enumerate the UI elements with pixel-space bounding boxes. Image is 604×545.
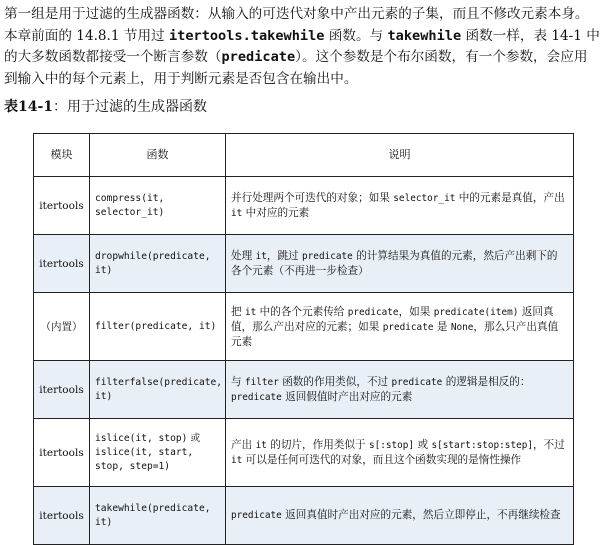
cell-module: （内置）	[34, 293, 90, 361]
inline-code: s[start:stop:step]	[431, 439, 534, 451]
cell-module: itertools	[34, 419, 90, 487]
cell-description	[226, 361, 574, 419]
cell-function: filterfalse(predicate, it)	[90, 361, 226, 419]
table-caption-label: 表14-1	[4, 99, 54, 115]
cell-module: itertools	[34, 235, 90, 293]
cell-module: itertools	[34, 487, 90, 545]
description-text: 的逻辑是相反的：	[442, 375, 531, 388]
description-text: 处理	[231, 250, 256, 262]
description-text: ，不过	[533, 438, 565, 451]
description-text: 或	[414, 438, 432, 451]
inline-code: predicate	[382, 321, 434, 333]
description-text: 与	[231, 375, 245, 388]
inline-code: filter	[244, 376, 279, 388]
cell-function	[90, 419, 226, 487]
inline-code: it	[244, 306, 257, 318]
table-caption-text: ：用于过滤的生成器函数	[53, 99, 208, 115]
intro-code-takewhile-full: itertools.takewhile	[168, 27, 325, 44]
cell-description	[226, 487, 574, 545]
table-header-row	[34, 134, 574, 177]
description-text: 把	[231, 305, 245, 318]
cell-function: takewhile(predicate, it)	[90, 487, 226, 545]
table-row	[34, 419, 574, 487]
filter-functions-table	[33, 133, 574, 545]
inline-code: it	[255, 251, 267, 262]
function-signature: islice(it, start, stop, step=1)	[95, 446, 194, 472]
intro-text-1: 第一组是用于过滤的生成器函数：从输入的可迭代对象中产出元素的子集，而且不修改元素本身。本章前面的 14.8.1 节用过	[4, 6, 589, 44]
intro-code-predicate: predicate	[221, 49, 296, 65]
inline-code: predicate	[347, 306, 399, 318]
intro-paragraph	[4, 4, 600, 90]
header-module: 模块	[34, 134, 90, 177]
description-text: 返回真值时产出对应的元素，然后立即停止，不再继续检查	[281, 509, 561, 521]
intro-code-takewhile: takewhile	[387, 27, 462, 44]
intro-text-4: ）。这个参数是个布尔函数，有一个参数，会应用到输入中的每个元素上，用于判断元素是否包含在输出中。	[4, 49, 588, 87]
cell-function: compress(it, selector_it)	[90, 177, 226, 235]
description-text: 并行处理两个可迭代的对象；如果	[231, 191, 394, 204]
description-text: ，如果	[398, 305, 434, 318]
table-caption	[4, 96, 207, 116]
intro-text-3: 函数一样，表 14-1 中的大多数函数都接受一个断言参数（	[4, 27, 600, 65]
cell-module: itertools	[34, 177, 90, 235]
function-signature: islice(it, stop)	[95, 432, 188, 444]
cell-description	[226, 293, 574, 361]
function-connector: 或	[187, 432, 201, 444]
header-description: 说明	[226, 134, 574, 177]
cell-description	[226, 419, 574, 487]
table-row	[34, 487, 574, 545]
cell-function: filter(predicate, it)	[90, 293, 226, 361]
description-text: 的计算结果为真值的元素，然后产出剩下的各个元素（不再进一步检查）	[231, 250, 558, 277]
table-row	[34, 177, 574, 235]
description-text: 中的各个元素传给	[256, 305, 348, 318]
intro-text-2: 函数。与	[324, 27, 388, 44]
inline-code: predicate	[231, 391, 282, 403]
description-text: 产出	[231, 438, 256, 451]
inline-code: selector_it	[393, 192, 456, 204]
header-function: 函数	[90, 134, 226, 177]
table-row	[34, 293, 574, 361]
cell-module: itertools	[34, 361, 90, 419]
description-text: 可以是任何可迭代的对象，而且这个函数实现的是惰性操作	[242, 453, 522, 466]
inline-code: s[:stop]	[368, 439, 415, 451]
description-text: 是	[433, 320, 451, 333]
description-text: 返回真值，那么产出对应的元素；如果	[231, 305, 554, 333]
inline-code: predicate	[391, 376, 443, 388]
cell-description	[226, 235, 574, 293]
inline-code: None	[450, 321, 474, 333]
inline-code: it	[231, 454, 243, 466]
description-text: 中的元素是真值，产出	[455, 191, 565, 204]
description-text: ，跳过	[266, 250, 303, 262]
inline-code: predicate(item)	[433, 306, 519, 318]
inline-code: it	[255, 439, 267, 451]
description-text: ，那么只产出真值元素	[231, 320, 559, 348]
inline-code: it	[231, 207, 243, 219]
cell-description	[226, 177, 574, 235]
table-row	[34, 361, 574, 419]
description-text: 返回假值时产出对应的元素	[281, 390, 413, 403]
description-text: 的切片，作用类似于	[266, 438, 369, 451]
table-body	[34, 177, 574, 545]
inline-code: predicate	[231, 510, 282, 521]
cell-function: dropwhile(predicate, it)	[90, 235, 226, 293]
description-text: 函数的作用类似，不过	[278, 375, 392, 388]
inline-code: predicate	[302, 251, 353, 262]
description-text: 中对应的元素	[242, 206, 310, 219]
table-row	[34, 235, 574, 293]
